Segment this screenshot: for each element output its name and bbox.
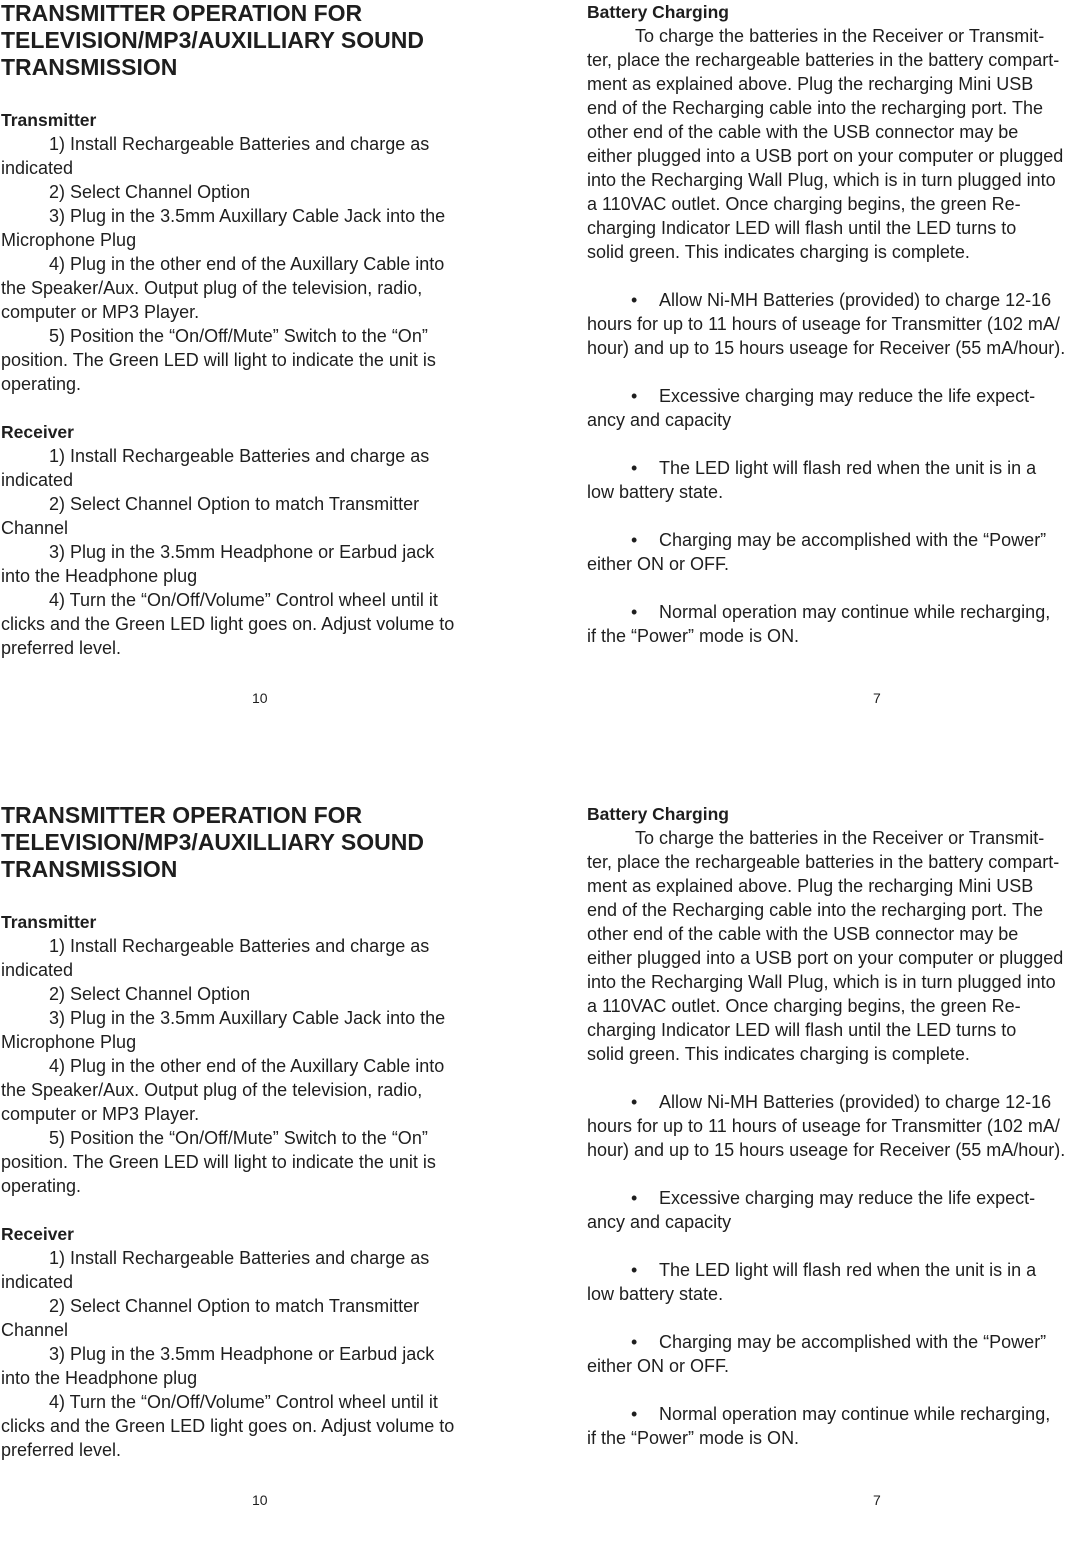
list-item: 5) Position the “On/Off/Mute” Switch to the “On” position. The Green LED will light to indicate the unit is operating. — [1, 326, 436, 394]
list-item: 1) Install Rechargeable Batteries and charge as indicated — [1, 936, 430, 980]
page-number-right: 7 — [873, 690, 881, 706]
transmitter-heading: Transmitter — [1, 110, 97, 130]
receiver-heading: Receiver — [1, 422, 74, 442]
list-item: 2) Select Channel Option — [49, 984, 251, 1004]
bullet-icon: • — [631, 530, 638, 550]
page-number-left: 10 — [252, 690, 268, 706]
right-page — [587, 802, 1092, 1450]
list-item: 2) Select Channel Option — [49, 182, 251, 202]
section-title — [1, 802, 521, 883]
bullet-item: • Allow Ni-MH Batteries (provided) to charge 12-16 hours for up to 11 hours of useage for Transmitter (102 mA/ hour) and up to 15 hours useage for Receiver (55 mA/hour). — [587, 290, 1066, 358]
list-item: 3) Plug in the 3.5mm Headphone or Earbud jack into the Headphone plug — [1, 542, 435, 586]
title-line: TELEVISION/MP3/AUXILLIARY SOUND — [1, 829, 424, 855]
bullet-icon: • — [631, 458, 638, 478]
bullet-icon: • — [631, 1332, 638, 1352]
bullet-icon: • — [631, 1260, 638, 1280]
list-item: 5) Position the “On/Off/Mute” Switch to the “On” position. The Green LED will light to indicate the unit is operating. — [1, 1128, 436, 1196]
bullet-item: • The LED light will flash red when the unit is in a low battery state. — [587, 1260, 1037, 1304]
section-title — [1, 0, 521, 81]
bullet-icon: • — [631, 1092, 638, 1112]
list-item: 2) Select Channel Option to match Transmitter Channel — [1, 494, 420, 538]
right-page — [587, 0, 1092, 648]
left-page — [1, 0, 521, 660]
bullet-item: • The LED light will flash red when the unit is in a low battery state. — [587, 458, 1037, 502]
bullet-icon: • — [631, 386, 638, 406]
title-line: TRANSMISSION — [1, 856, 178, 882]
receiver-steps — [1, 1246, 521, 1462]
bullet-item: • Charging may be accomplished with the “Power” either ON or OFF. — [587, 530, 1047, 574]
bullet-icon: • — [631, 1404, 638, 1424]
bullet-item: • Excessive charging may reduce the life expect- ancy and capacity — [587, 1188, 1036, 1232]
transmitter-steps — [1, 934, 521, 1198]
bullet-icon: • — [631, 290, 638, 310]
manual-sheet-top — [0, 0, 1092, 752]
page-number-left: 10 — [252, 1492, 268, 1508]
list-item: 1) Install Rechargeable Batteries and charge as indicated — [1, 446, 430, 490]
bullet-item: • Normal operation may continue while recharging, if the “Power” mode is ON. — [587, 602, 1051, 646]
left-page — [1, 802, 521, 1462]
bullet-item: • Charging may be accomplished with the “Power” either ON or OFF. — [587, 1332, 1047, 1376]
intro-paragraph: To charge the batteries in the Receiver or Transmit- ter, place the rechargeable batteries in the battery compart- ment as explained above. Plug the recharging Mini USB end of the Recharging cable into the recharging port. The other end of the cable with the USB connector may be either plugged into a USB port on your computer or plugged into the Recharging Wall Plug, which is in turn plugged into a 110VAC outlet. Once charging begins, the green Re- charging Indicator LED will flash until the LED turns to solid green. This indicates charging is complete. — [587, 26, 1064, 262]
bullet-item: • Normal operation may continue while recharging, if the “Power” mode is ON. — [587, 1404, 1051, 1448]
receiver-steps — [1, 444, 521, 660]
title-line: TRANSMITTER OPERATION FOR — [1, 802, 363, 828]
list-item: 4) Plug in the other end of the Auxillary Cable into the Speaker/Aux. Output plug of the television, radio, computer or MP3 Player. — [1, 1056, 445, 1124]
transmitter-steps — [1, 132, 521, 396]
list-item: 1) Install Rechargeable Batteries and charge as indicated — [1, 134, 430, 178]
list-item: 3) Plug in the 3.5mm Auxillary Cable Jack into the Microphone Plug — [1, 1008, 446, 1052]
title-line: TRANSMISSION — [1, 54, 178, 80]
intro-paragraph: To charge the batteries in the Receiver or Transmit- ter, place the rechargeable batteries in the battery compart- ment as explained above. Plug the recharging Mini USB end of the Recharging cable into the recharging port. The other end of the cable with the USB connector may be either plugged into a USB port on your computer or plugged into the Recharging Wall Plug, which is in turn plugged into a 110VAC outlet. Once charging begins, the green Re- charging Indicator LED will flash until the LED turns to solid green. This indicates charging is complete. — [587, 828, 1064, 1064]
battery-charging-heading: Battery Charging — [587, 2, 729, 22]
page-number-right: 7 — [873, 1492, 881, 1508]
list-item: 4) Turn the “On/Off/Volume” Control wheel until it clicks and the Green LED light goes on. Adjust volume to preferred level. — [1, 1392, 455, 1460]
bullet-icon: • — [631, 602, 638, 622]
list-item: 3) Plug in the 3.5mm Auxillary Cable Jack into the Microphone Plug — [1, 206, 446, 250]
list-item: 2) Select Channel Option to match Transmitter Channel — [1, 1296, 420, 1340]
receiver-heading: Receiver — [1, 1224, 74, 1244]
list-item: 4) Turn the “On/Off/Volume” Control wheel until it clicks and the Green LED light goes on. Adjust volume to preferred level. — [1, 590, 455, 658]
manual-sheet-bottom — [0, 802, 1092, 1554]
list-item: 1) Install Rechargeable Batteries and charge as indicated — [1, 1248, 430, 1292]
bullet-item: • Allow Ni-MH Batteries (provided) to charge 12-16 hours for up to 11 hours of useage for Transmitter (102 mA/ hour) and up to 15 hours useage for Receiver (55 mA/hour). — [587, 1092, 1066, 1160]
bullet-item: • Excessive charging may reduce the life expect- ancy and capacity — [587, 386, 1036, 430]
list-item: 3) Plug in the 3.5mm Headphone or Earbud jack into the Headphone plug — [1, 1344, 435, 1388]
battery-charging-heading: Battery Charging — [587, 804, 729, 824]
title-line: TELEVISION/MP3/AUXILLIARY SOUND — [1, 27, 424, 53]
title-line: TRANSMITTER OPERATION FOR — [1, 0, 363, 26]
transmitter-heading: Transmitter — [1, 912, 97, 932]
bullet-icon: • — [631, 1188, 638, 1208]
list-item: 4) Plug in the other end of the Auxillary Cable into the Speaker/Aux. Output plug of the television, radio, computer or MP3 Player. — [1, 254, 445, 322]
